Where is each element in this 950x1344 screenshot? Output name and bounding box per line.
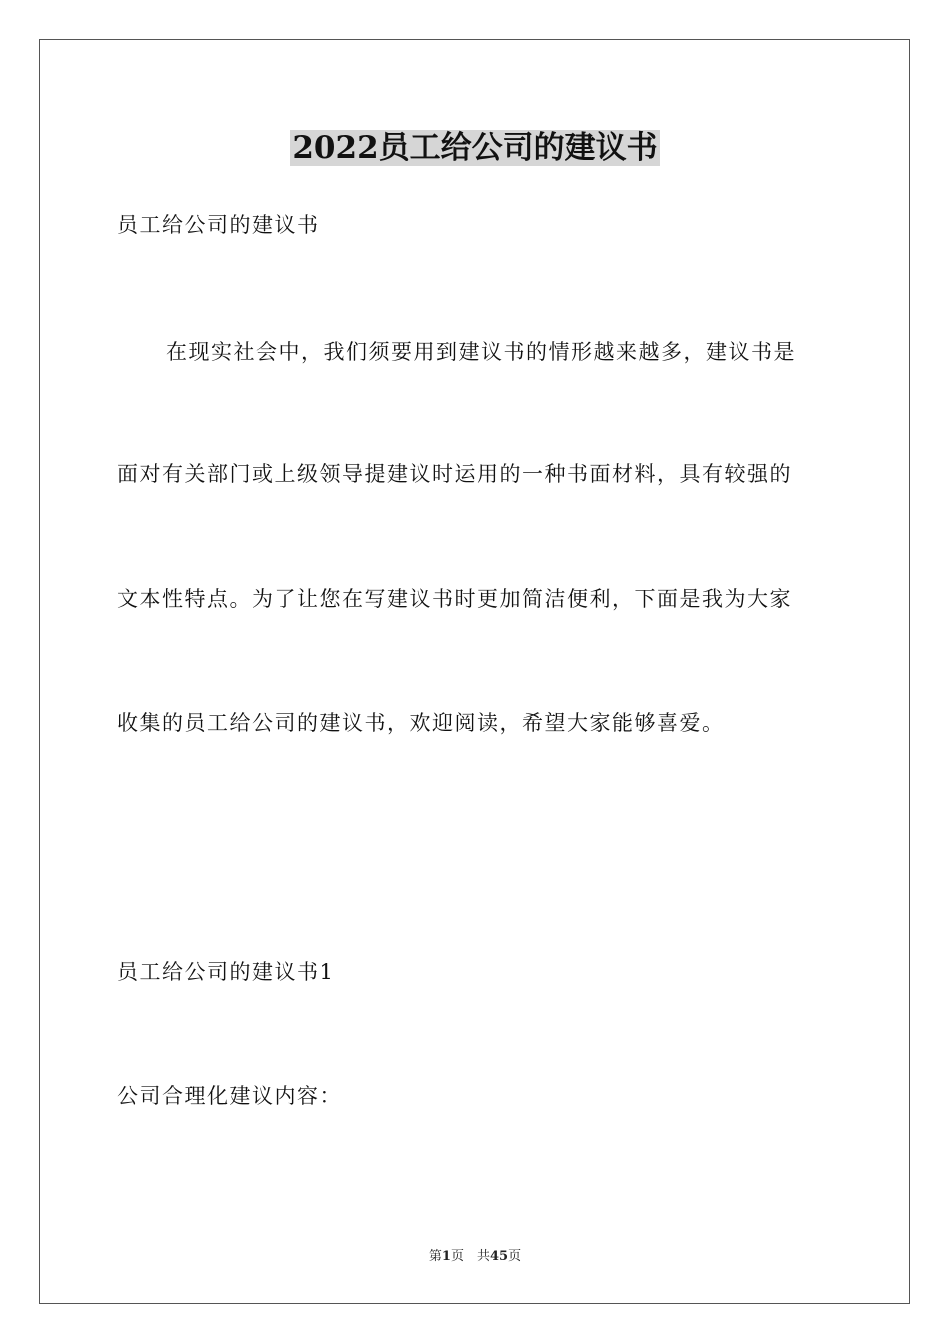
intro-line-4: 收集的员工给公司的建议书，欢迎阅读，希望大家能够喜爱。 [117,711,725,735]
document-title-text: 2022员工给公司的建议书 [292,130,658,166]
footer-page-current: 1 [441,1249,451,1264]
page-footer [0,1248,950,1266]
intro-line-2: 面对有关部门或上级领导提建议时运用的一种书面材料，具有较强的 [117,462,792,486]
footer-mid: 页 共 [450,1249,490,1264]
section-heading: 员工给公司的建议书1 [117,960,335,984]
intro-line-1: 在现实社会中，我们须要用到建议书的情形越来越多，建议书是 [166,340,796,364]
intro-line-3: 文本性特点。为了让您在写建议书时更加简洁便利，下面是我为大家 [117,587,792,611]
footer-page-total: 45 [489,1249,509,1264]
section-line: 公司合理化建议内容： [117,1084,342,1108]
footer-suffix: 页 [508,1249,522,1264]
document-title [0,124,950,172]
footer-prefix: 第 [428,1249,442,1264]
document-subtitle: 员工给公司的建议书 [117,213,320,237]
